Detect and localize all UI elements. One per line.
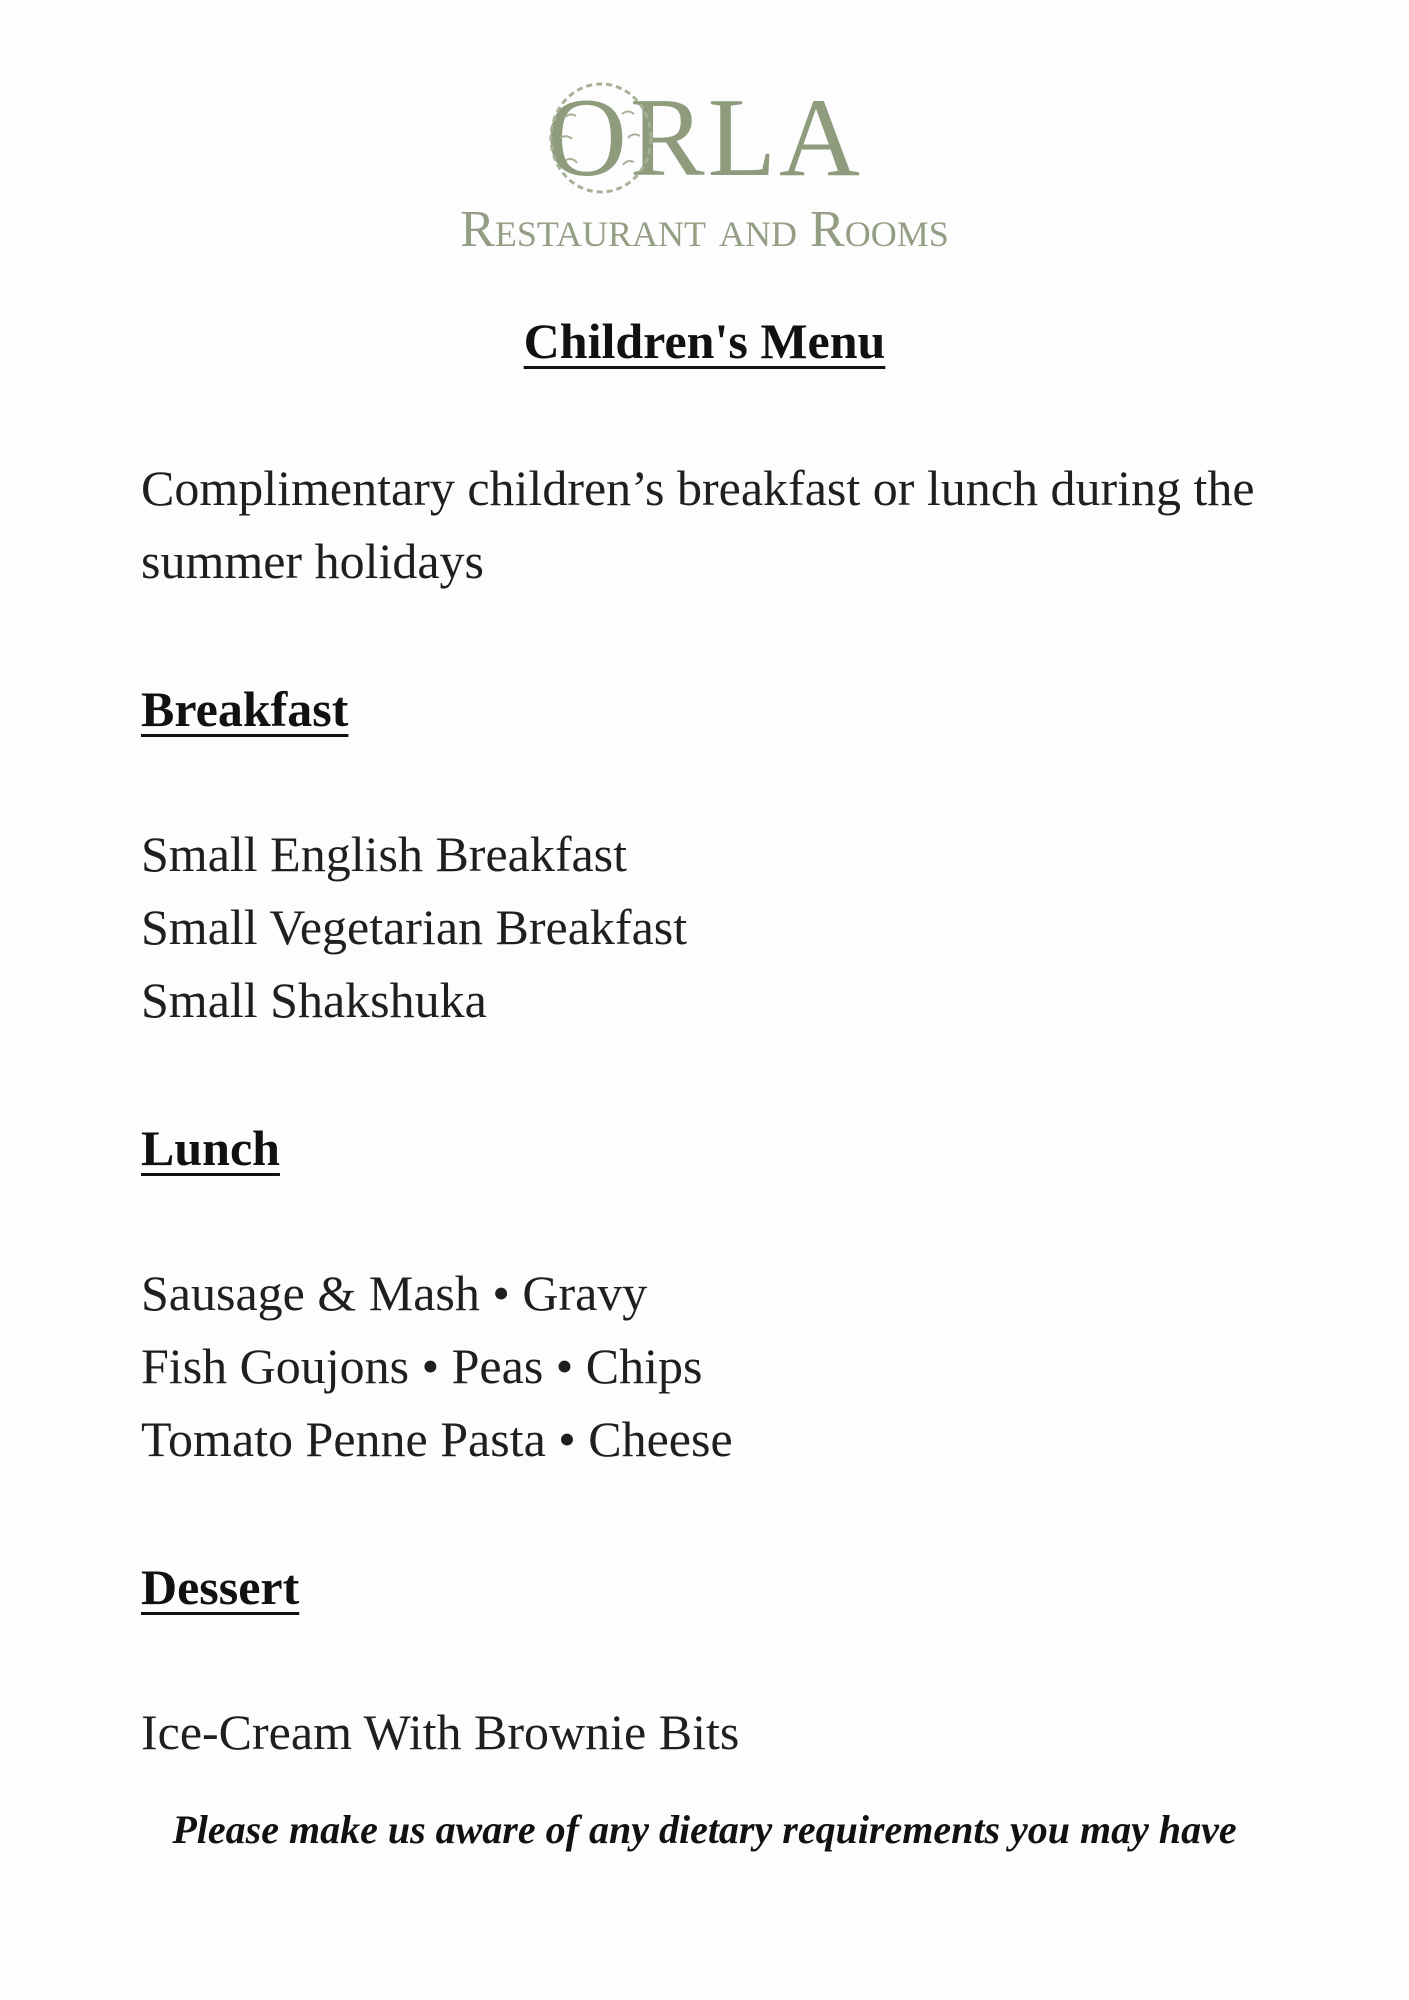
menu-item: Ice-Cream With Brownie Bits bbox=[141, 1704, 740, 1760]
menu-item: Sausage & Mash • Gravy bbox=[141, 1265, 648, 1321]
dessert-items bbox=[141, 1696, 739, 1769]
menu-item: Tomato Penne Pasta • Cheese bbox=[141, 1411, 733, 1467]
logo-wordmark bbox=[546, 78, 863, 198]
section-heading-lunch: Lunch bbox=[141, 1120, 280, 1176]
menu-item: Small English Breakfast bbox=[141, 826, 628, 882]
menu-item: Small Vegetarian Breakfast bbox=[141, 899, 688, 955]
intro-text: Complimentary children’s breakfast or lunch during the summer holidays bbox=[141, 460, 1255, 589]
wreath-icon bbox=[546, 78, 656, 198]
menu-item: Fish Goujons • Peas • Chips bbox=[141, 1338, 703, 1394]
menu-item: Small Shakshuka bbox=[141, 972, 487, 1028]
section-heading-dessert: Dessert bbox=[141, 1559, 300, 1615]
dietary-note: Please make us aware of any dietary requirements you may have bbox=[172, 1807, 1237, 1852]
brand-subtitle: Restaurant and Rooms bbox=[460, 201, 949, 258]
page-title: Children's Menu bbox=[523, 313, 886, 369]
brand-name: ORLA bbox=[546, 76, 863, 200]
section-heading-breakfast: Breakfast bbox=[141, 681, 349, 737]
breakfast-items bbox=[141, 818, 687, 1037]
lunch-items bbox=[141, 1257, 733, 1476]
restaurant-logo bbox=[0, 78, 1409, 260]
